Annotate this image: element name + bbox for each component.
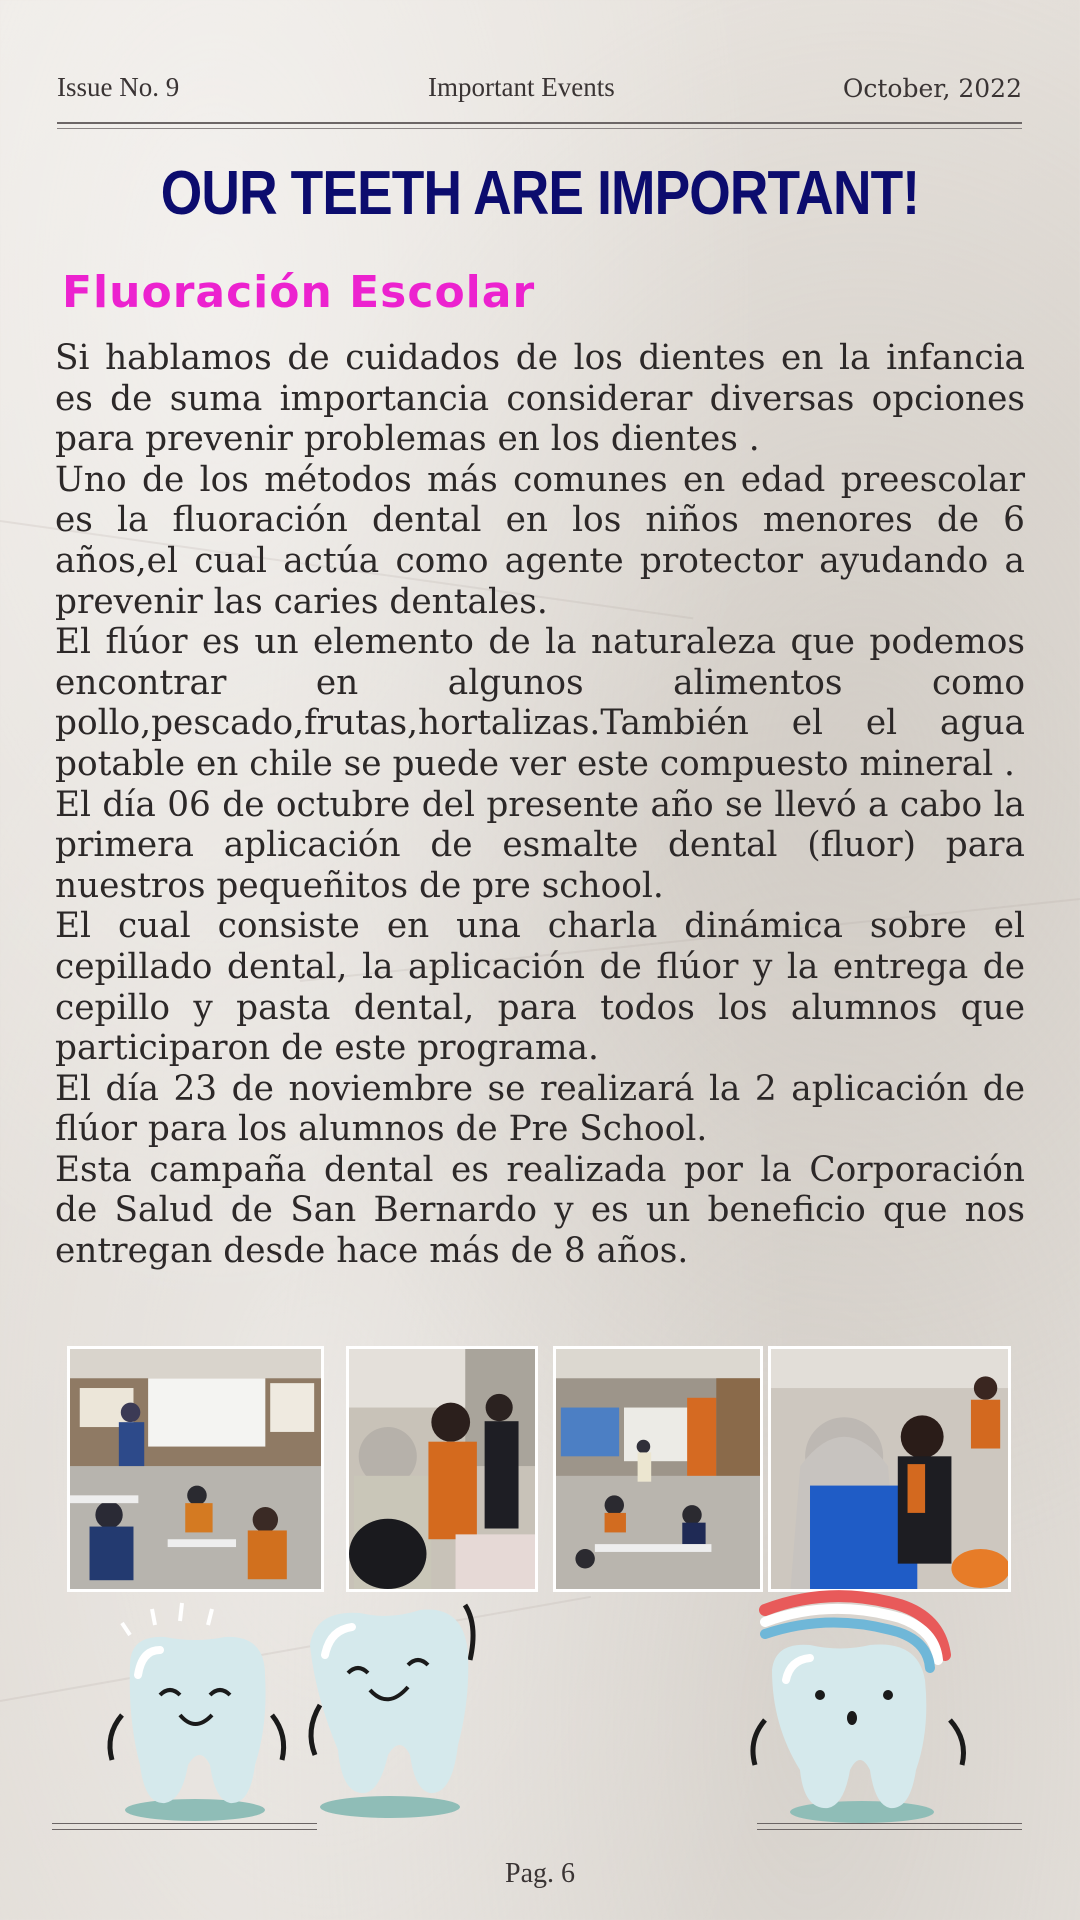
header-divider bbox=[57, 122, 1022, 124]
footer-divider-right bbox=[757, 1823, 1022, 1824]
header-divider-secondary bbox=[57, 128, 1022, 129]
article-paragraph: El cual consiste en una charla dinámica sobre el cepillado dental, la aplicación de flúor y la entrega de cepillo y pasta dental, para todos los alumnos que participaron de este programa. bbox=[55, 906, 1025, 1069]
footer-divider-right-secondary bbox=[757, 1829, 1022, 1830]
newsletter-header bbox=[57, 72, 1022, 112]
classroom-photo-4 bbox=[768, 1346, 1011, 1592]
article-paragraph: Uno de los métodos más comunes en edad preescolar es la fluoración dental en los niños menores de 6 años,el cual actúa como agente protector ayudando a prevenir las caries dentales. bbox=[55, 459, 1025, 622]
happy-tooth-mascot-left bbox=[60, 1595, 310, 1825]
article-paragraph: Si hablamos de cuidados de los dientes en la infancia es de suma importancia considerar diversas opciones para prevenir problemas en los dientes . bbox=[55, 338, 1025, 460]
article-paragraph: El día 23 de noviembre se realizará la 2 aplicación de flúor para los alumnos de Pre School. bbox=[55, 1068, 1025, 1150]
article-subtitle: Fluoración Escolar bbox=[62, 267, 536, 318]
footer-divider-left bbox=[52, 1823, 317, 1824]
article-paragraph: El flúor es un elemento de la naturaleza que podemos encontrar en algunos alimentos como pollo,pescado,frutas,hortalizas.También el el agua potable en chile se puede ver este compuesto mineral . bbox=[55, 622, 1025, 784]
waving-tooth-mascot bbox=[280, 1585, 510, 1825]
issue-number: Issue No. 9 bbox=[57, 72, 180, 102]
article-paragraph: El día 06 de octubre del presente año se llevó a cabo la primera aplicación de esmalte dental (fluor) para nuestros pequeñitos de pre school. bbox=[55, 784, 1025, 906]
classroom-photo-3 bbox=[553, 1346, 763, 1592]
article-title: OUR TEETH ARE IMPORTANT! bbox=[160, 159, 920, 228]
classroom-photo-2 bbox=[346, 1346, 538, 1592]
page-number: Pag. 6 bbox=[505, 1858, 575, 1889]
article-paragraph: Esta campaña dental es realizada por la Corporación de Salud de San Bernardo y es un beneficio que nos entregan desde hace más de 8 años. bbox=[55, 1149, 1025, 1272]
toothpaste-tooth-mascot bbox=[740, 1580, 980, 1825]
section-name: Important Events bbox=[428, 72, 615, 102]
article-body bbox=[55, 338, 1025, 1272]
classroom-photo-1 bbox=[67, 1346, 324, 1592]
issue-date: October, 2022 bbox=[842, 74, 1022, 103]
footer-divider-left-secondary bbox=[52, 1829, 317, 1830]
